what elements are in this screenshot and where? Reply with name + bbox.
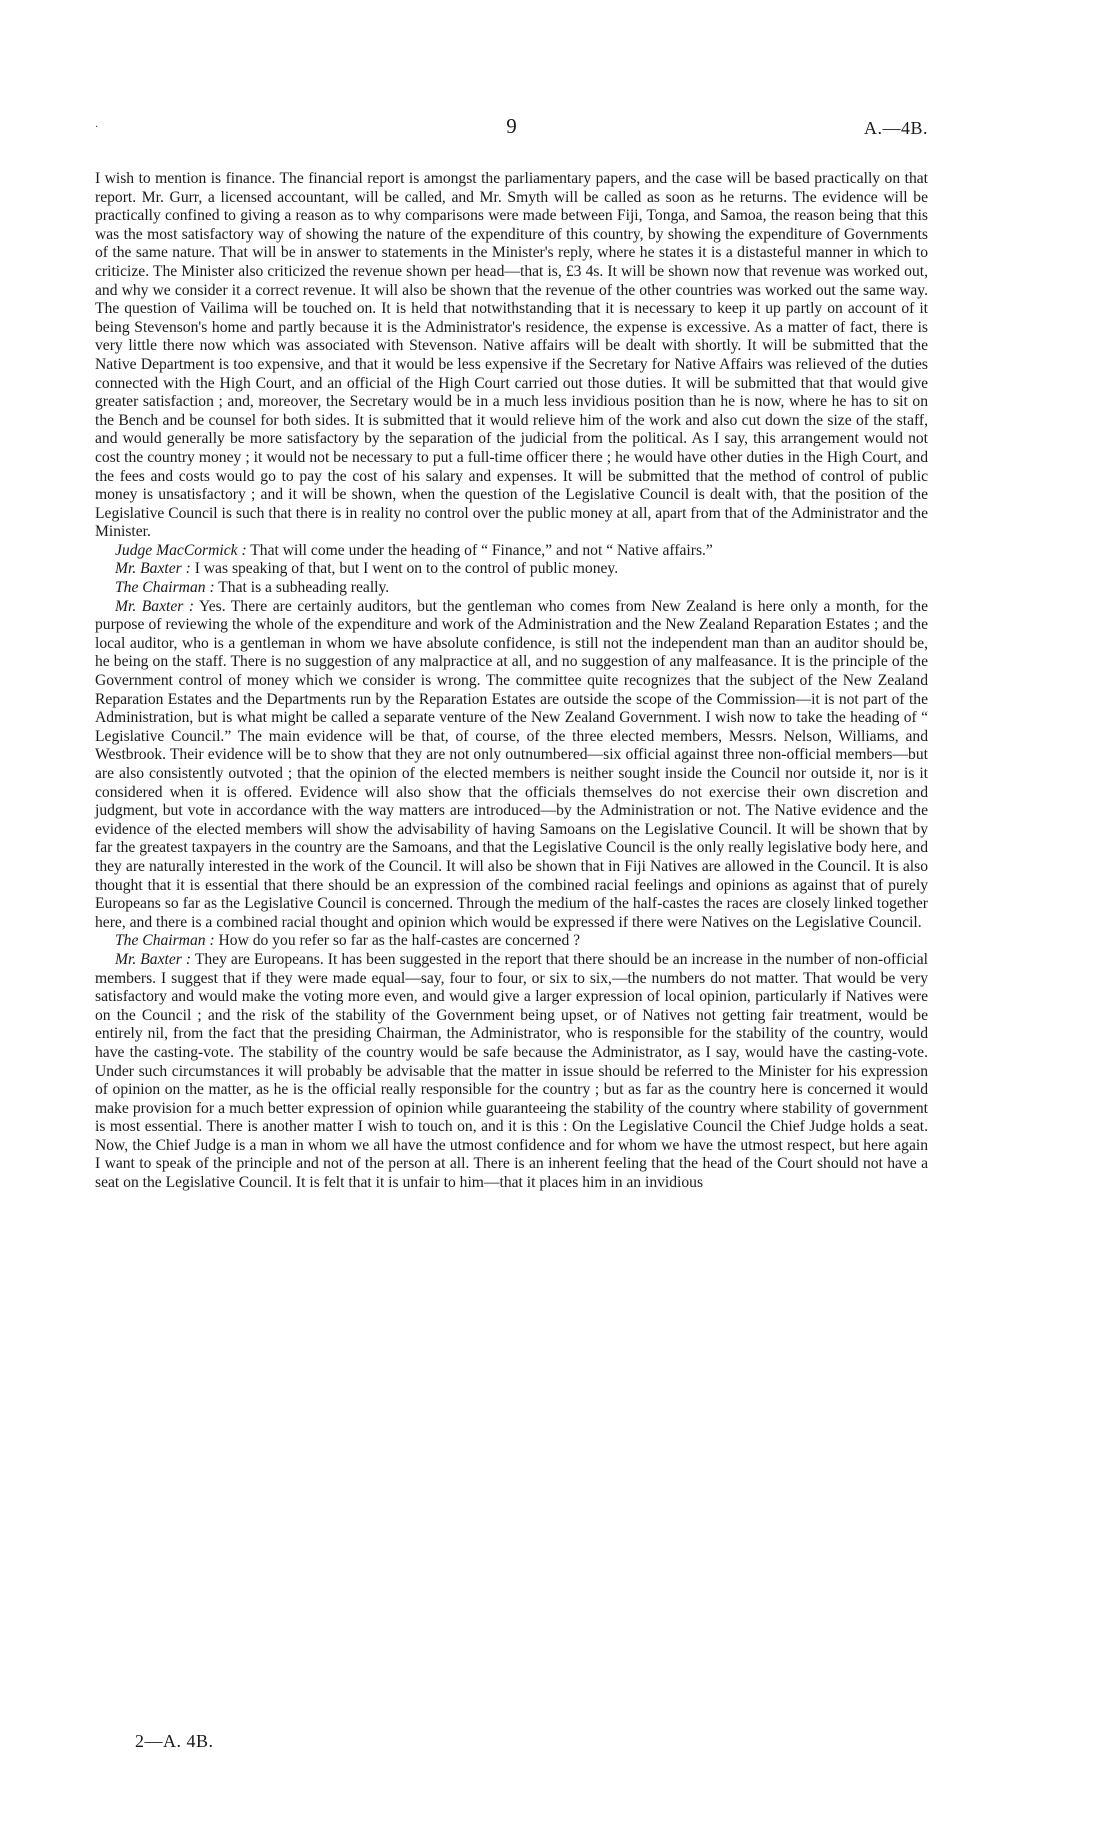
paragraph-mr-baxter — [95, 598, 928, 933]
paragraph-text: I wish to mention is finance. The financial report is amongst the parliamentary papers, and the case will be based practically on that report. Mr. Gurr, a licensed accountant, will be called, and Mr. Smyth will be called as soon as he returns. The evidence will be practically confined to giving a reason as to why comparisons were made between Fiji, Tonga, and Samoa, the reason being that this was the most satisfactory way of showing the nature of the expenditure of this country, by showing the expenditure of Governments of the same nature. That will be in answer to statements in the Minister's reply, where he states it is a distasteful manner in which to criticize. The Minister also criticized the revenue shown per head—that is, £3 4s. It will be shown now that revenue was worked out, and why we consider it a correct revenue. It will also be shown that the revenue of the other countries was worked out the same way. The question of Vailima will be touched on. It is held that notwithstanding that it is necessary to keep it up partly on account of it being Stevenson's home and partly because it is the Administrator's residence, the expense is excessive. As a matter of fact, there is very little there now which was associated with Stevenson. Native affairs will be dealt with shortly. It will be submitted that the Native Department is too expensive, and that it would be less expensive if the Secretary for Native Affairs was relieved of the duties connected with the High Court, and an official of the High Court carried out those duties. It will be submitted that that would give greater satisfaction ; and, moreover, the Secretary would be in a much less invidious position than he is now, where he has to sit on the Bench and be counsel for both sides. It is submitted that it would relieve him of the work and also cut down the size of the staff, and would generally be more satisfactory by the separation of the judicial from the political. As I say, this arrangement would not cost the country money ; it would not be necessary to put a full-time officer there ; he would have other duties in the High Court, and the fees and costs would go to pay the cost of his salary and expenses. It will be submitted that the method of control of public money is unsatisfactory ; and it will be shown, when the question of the Legislative Council is dealt with, that the position of the Legislative Council is such that there is in reality no control over the public money at all, apart from that of the Administrator and the Minister. — [95, 170, 928, 541]
speaker-name: The Chairman : — [115, 579, 215, 597]
paragraph-chairman — [95, 579, 928, 598]
paragraph-chairman — [95, 932, 928, 951]
document-reference: A.—4B. — [863, 118, 928, 138]
paragraph-text: Yes. There are certainly auditors, but the gentleman who comes from New Zealand is here only a month, for the purpose of reviewing the whole of the expenditure and work of the Administration and the New Zealand Reparation Estates ; and the local auditor, who is a gentleman in whom we have absolute confidence, is still not the independent man than an auditor should be, he being on the staff. There is no suggestion of any malpractice at all, and no suggestion of any malfeasance. It is the principle of the Government control of money which we consider is wrong. The committee quite recognizes that the subject of the New Zealand Reparation Estates and the Departments run by the Reparation Estates are outside the scope of the Commission—it is not part of the Administration, but is what might be called a separate venture of the New Zealand Government. I wish now to take the heading of “ Legislative Council.” The main evidence will be that, of course, of the three elected members, Messrs. Nelson, Williams, and Westbrook. Their evidence will be to show that they are not only outnumbered—six official against three non-official members—but are also consistently outvoted ; that the opinion of the elected members is neither sought inside the Council nor outside it, nor is it considered when it is offered. Evidence will also show that the officials themselves do not exercise their own discretion and judgment, but vote in accordance with the way matters are introduced—by the Administration or not. The Native evidence and the evidence of the elected members will show the advisability of having Samoans on the Legislative Council. It will be shown that by far the greatest taxpayers in the country are the Samoans, and that the Legislative Council is the only really legislative body here, and they are naturally interested in the work of the Council. It will also be shown that in Fiji Natives are allowed in the Council. It is also thought that it is essential that there should be an expression of the combined racial feelings and opinions as against that of purely Europeans so far as the Legislative Council is concerned. Through the medium of the half-castes the races are closely linked together here, and there is a combined racial thought and opinion which would be expressed if there were Natives on the Legislative Council. — [95, 597, 928, 931]
paragraph-text: How do you refer so far as the half-castes are concerned ? — [218, 932, 581, 950]
paragraph-mr-baxter — [95, 951, 928, 1193]
header-mark: · — [95, 122, 99, 133]
paragraph-mr-baxter — [95, 560, 928, 579]
speaker-name: Mr. Baxter : — [115, 597, 195, 615]
paragraph-text: That is a subheading really. — [218, 579, 390, 597]
page-header — [95, 114, 928, 144]
page-number: 9 — [506, 114, 517, 138]
signature-mark: 2—A. 4B. — [135, 1731, 214, 1751]
speaker-name: The Chairman : — [115, 932, 215, 950]
paragraph-text: They are Europeans. It has been suggested in the report that there should be an increase in the number of non-official members. I suggest that if they were made equal—say, four to four, or six to six,—the numbers do not matter. That would be very satisfactory and would make the voting more even, and would give a larger expression of local opinion, particularly if Natives were on the Council ; and the risk of the stability of the Government being upset, or of Natives not getting fair treatment, would be entirely nil, from the fact that the presiding Chairman, the Administrator, who is responsible for the stability of the country, would have the casting-vote. The stability of the country would be safe because the Administrator, as I say, would have the casting-vote. Under such circumstances it will probably be advisable that the matter in issue should be referred to the Minister for his expression of opinion on the matter, as he is the official really responsible for the country ; but as far as the country here is concerned it would make provision for a much better expression of opinion while guaranteeing the stability of the country where stability of government is most essential. There is another matter I wish to touch on, and it is this : On the Legislative Council the Chief Judge holds a seat. Now, the Chief Judge is a man in whom we all have the utmost confidence and for whom we have the utmost respect, but here again I want to speak of the principle and not of the person at all. There is an inherent feeling that the head of the Court should not have a seat on the Legislative Council. It is felt that it is unfair to him—that it places him in an invidious — [95, 950, 928, 1192]
speaker-name: Judge MacCormick : — [115, 541, 247, 559]
paragraph-intro — [95, 170, 928, 542]
speaker-name: Mr. Baxter : — [115, 950, 192, 968]
body-text — [95, 170, 928, 1193]
paragraph-judge-maccormick — [95, 542, 928, 561]
paragraph-text: I was speaking of that, but I went on to the control of public money. — [194, 560, 619, 578]
speaker-name: Mr. Baxter : — [115, 560, 191, 578]
paragraph-text: That will come under the heading of “ Finance,” and not “ Native affairs.” — [250, 541, 713, 559]
